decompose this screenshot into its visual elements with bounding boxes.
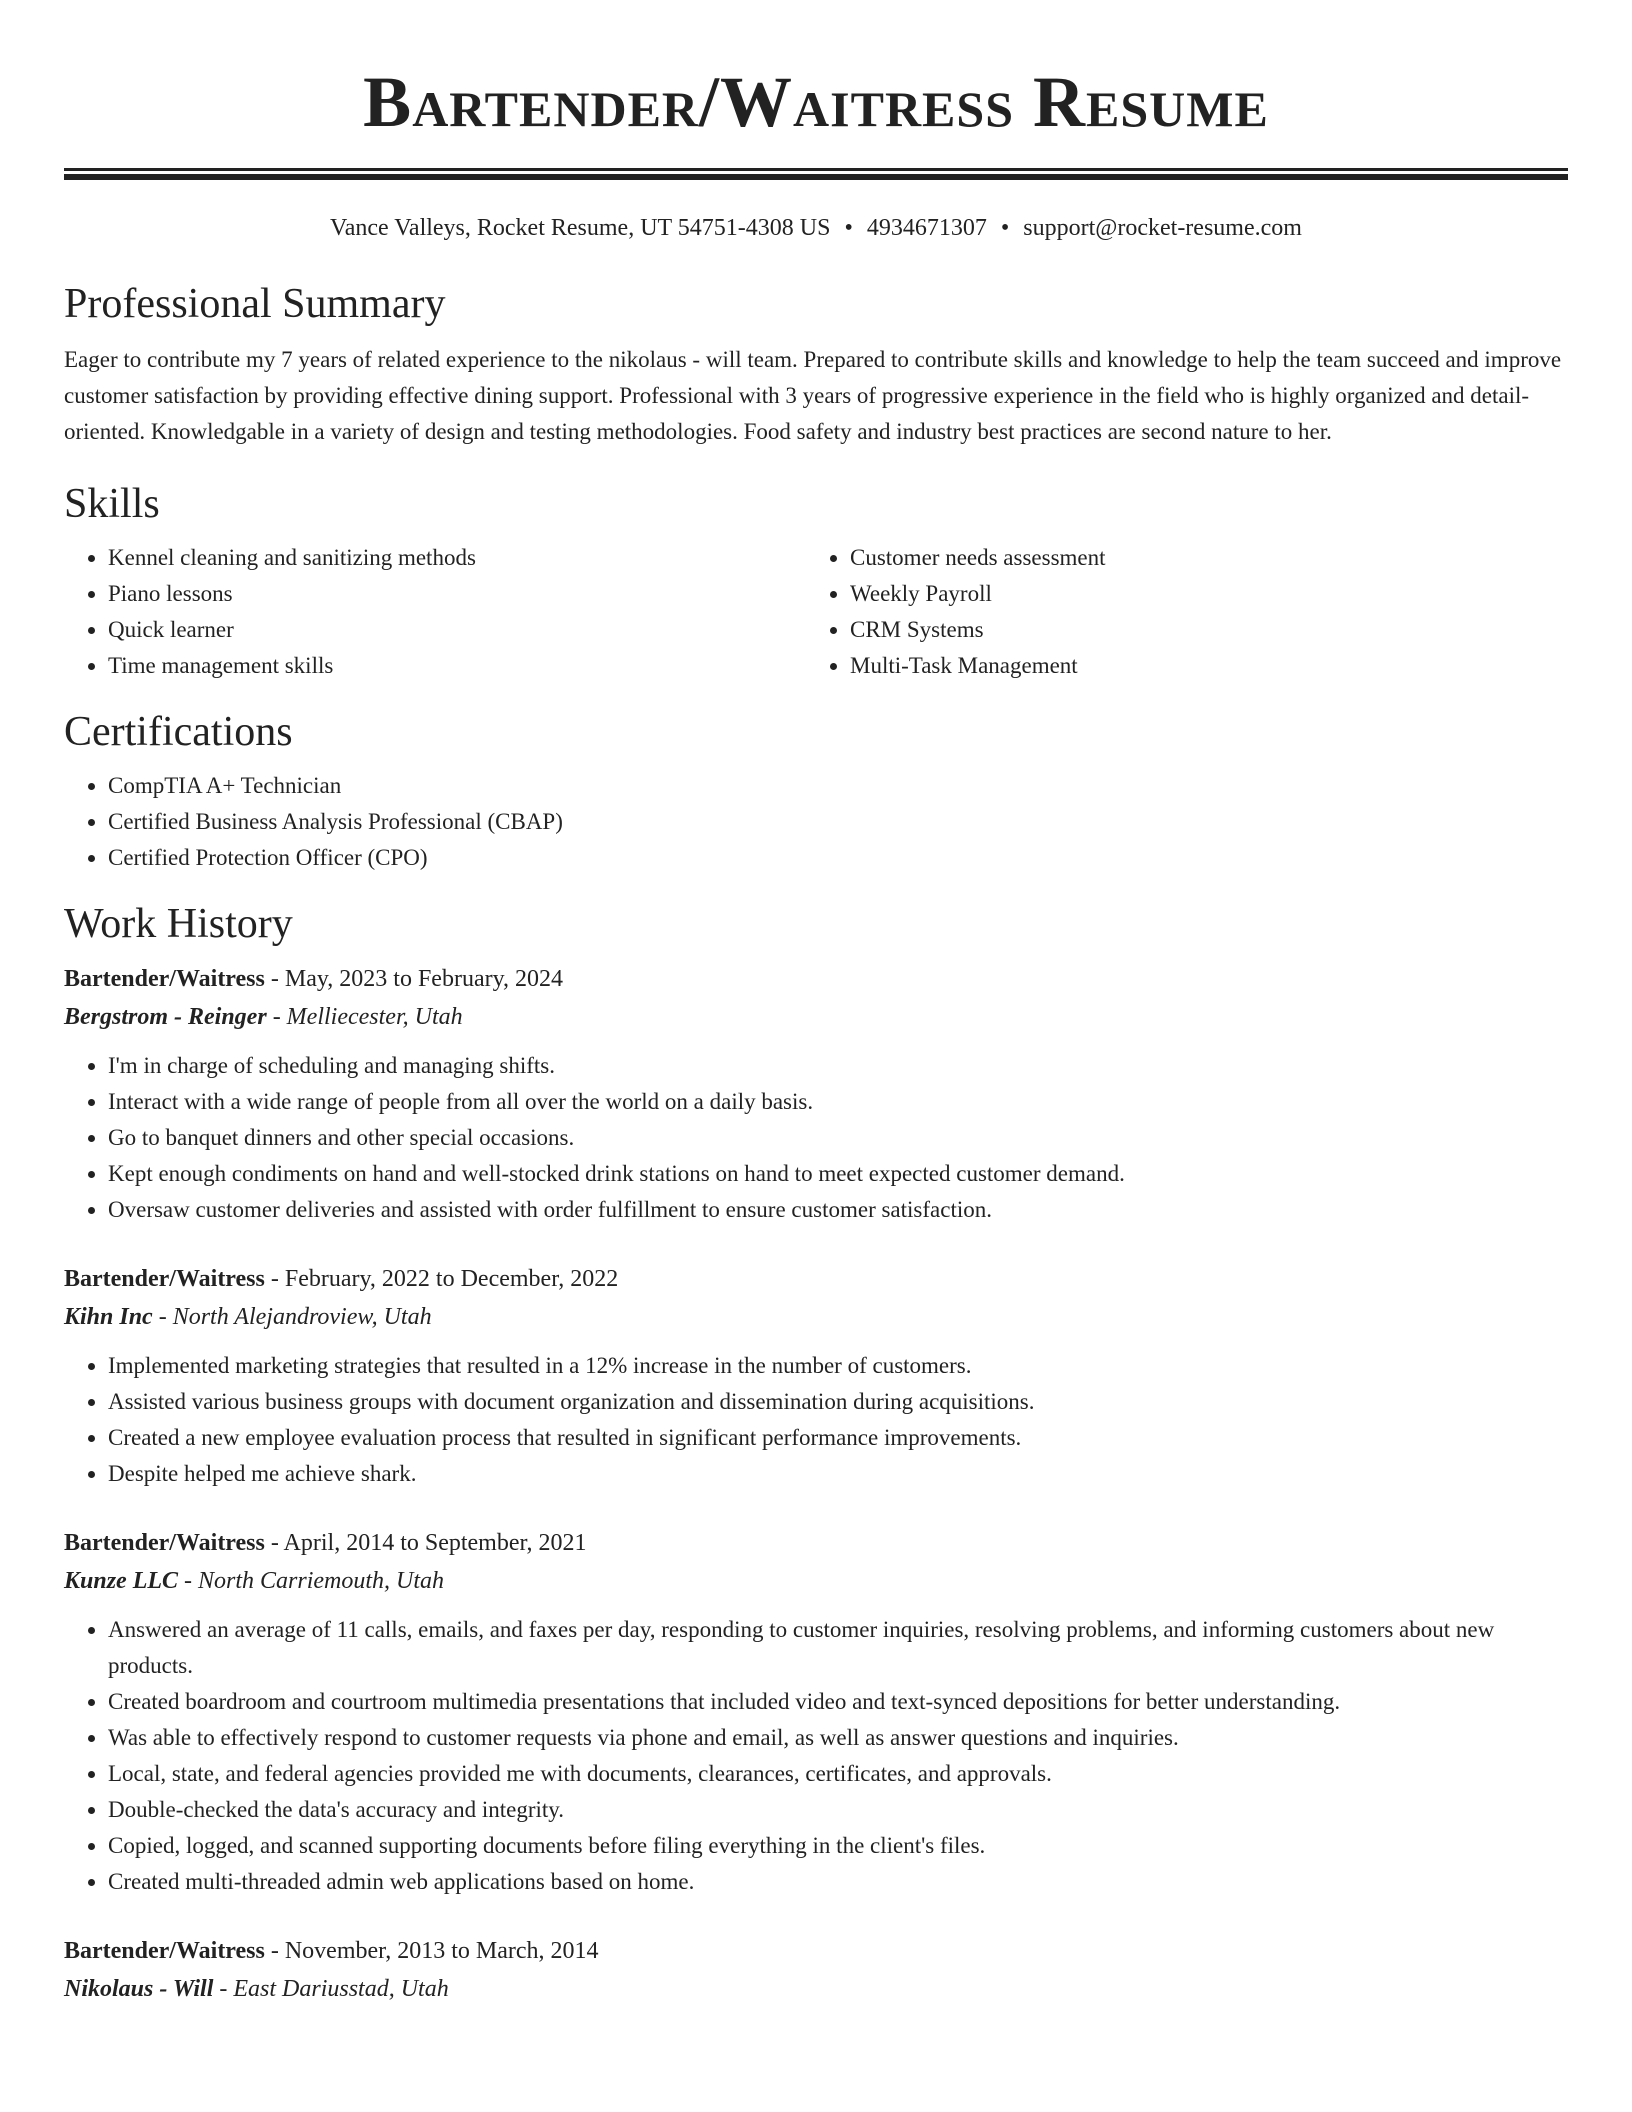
certification-item: • Certified Protection Officer (CPO) bbox=[108, 840, 1568, 876]
skill-item: • Kennel cleaning and sanitizing methods bbox=[108, 540, 806, 576]
contact-email: support@rocket-resume.com bbox=[1023, 215, 1302, 241]
job-title: Bartender/Waitress bbox=[64, 1530, 265, 1556]
job-bullet: • Answered an average of 11 calls, emails, and faxes per day, responding to customer inquiries, resolving problems, and informing customers about new products. bbox=[108, 1612, 1568, 1684]
skill-item: • Piano lessons bbox=[108, 576, 806, 612]
job-header bbox=[64, 1932, 1568, 1970]
job-bullet: • Created boardroom and courtroom multimedia presentations that included video and text-synced depositions for better understanding. bbox=[108, 1684, 1568, 1720]
resume-page bbox=[64, 0, 1568, 2008]
job-bullet: • Oversaw customer deliveries and assisted with order fulfillment to ensure customer satisfaction. bbox=[108, 1192, 1568, 1228]
skill-item: • Time management skills bbox=[108, 648, 806, 684]
certifications-section bbox=[64, 706, 1568, 876]
job-location: - East Dariusstad, Utah bbox=[213, 1976, 449, 2002]
job-bullet: • Interact with a wide range of people from all over the world on a daily basis. bbox=[108, 1084, 1568, 1120]
skills-list-right bbox=[806, 540, 1548, 684]
job-company: Nikolaus - Will bbox=[64, 1976, 214, 2002]
skill-item: • CRM Systems bbox=[850, 612, 1548, 648]
job-company-line bbox=[64, 998, 1568, 1036]
job-bullet: • Assisted various business groups with document organization and dissemination during acquisitions. bbox=[108, 1384, 1568, 1420]
job-bullet: • Created multi-threaded admin web applications based on home. bbox=[108, 1864, 1568, 1900]
job-bullet: • I'm in charge of scheduling and managing shifts. bbox=[108, 1048, 1568, 1084]
job-entry bbox=[64, 1260, 1568, 1492]
job-dates: - May, 2023 to February, 2024 bbox=[264, 966, 564, 992]
skill-item: • Multi-Task Management bbox=[850, 648, 1548, 684]
summary-text: Eager to contribute my 7 years of related experience to the nikolaus - will team. Prepared to contribute skills and knowledge to help the team succeed and improve customer satisfaction by providing effective dining support. Professional with 3 years of progressive experience in the field who is highly organized and detail-oriented. Knowledgable in a variety of design and testing methodologies. Food safety and industry best practices are second nature to her. bbox=[64, 347, 1562, 444]
skills-list-left bbox=[64, 540, 806, 684]
skill-item: • Customer needs assessment bbox=[850, 540, 1548, 576]
job-location: - North Carriemouth, Utah bbox=[178, 1568, 445, 1594]
skills-heading: Skills bbox=[64, 481, 160, 527]
contact-line bbox=[64, 212, 1568, 244]
job-bullet: • Despite helped me achieve shark. bbox=[108, 1456, 1568, 1492]
job-bullet: • Kept enough condiments on hand and well-stocked drink stations on hand to meet expected customer demand. bbox=[108, 1156, 1568, 1192]
work-history-section bbox=[64, 898, 1568, 2008]
job-title: Bartender/Waitress bbox=[64, 1266, 265, 1292]
job-company: Kunze LLC bbox=[64, 1568, 179, 1594]
certification-item: • Certified Business Analysis Professional (CBAP) bbox=[108, 804, 1568, 840]
contact-separator: • bbox=[1000, 215, 1010, 241]
job-company-line bbox=[64, 1298, 1568, 1336]
job-dates: - April, 2014 to September, 2021 bbox=[264, 1530, 587, 1556]
skill-item: • Quick learner bbox=[108, 612, 806, 648]
job-dates: - November, 2013 to March, 2014 bbox=[264, 1938, 599, 1964]
summary-section bbox=[64, 278, 1568, 450]
skills-section bbox=[64, 478, 1568, 684]
job-bullet: • Implemented marketing strategies that resulted in a 12% increase in the number of customers. bbox=[108, 1348, 1568, 1384]
contact-phone: 4934671307 bbox=[866, 215, 987, 241]
job-company-line bbox=[64, 1562, 1568, 1600]
resume-title: Bartender/Waitress Resume bbox=[363, 62, 1269, 142]
job-bullets bbox=[64, 1348, 1568, 1492]
job-entry bbox=[64, 1524, 1568, 1900]
job-bullet: • Go to banquet dinners and other special occasions. bbox=[108, 1120, 1568, 1156]
certifications-heading: Certifications bbox=[64, 709, 293, 755]
job-entry bbox=[64, 1932, 1568, 2008]
job-bullet: • Local, state, and federal agencies provided me with documents, clearances, certificates, and approvals. bbox=[108, 1756, 1568, 1792]
job-header bbox=[64, 960, 1568, 998]
job-bullets bbox=[64, 1048, 1568, 1228]
title-double-rule bbox=[64, 168, 1568, 174]
job-location: - North Alejandroview, Utah bbox=[152, 1304, 432, 1330]
job-header bbox=[64, 1524, 1568, 1562]
job-header bbox=[64, 1260, 1568, 1298]
job-bullet: • Double-checked the data's accuracy and integrity. bbox=[108, 1792, 1568, 1828]
job-company: Kihn Inc bbox=[64, 1304, 153, 1330]
skills-column-left bbox=[64, 540, 806, 684]
job-company: Bergstrom - Reinger bbox=[64, 1004, 267, 1030]
summary-heading: Professional Summary bbox=[64, 281, 446, 327]
skill-item: • Weekly Payroll bbox=[850, 576, 1548, 612]
work-history-heading: Work History bbox=[64, 901, 293, 947]
skills-grid bbox=[64, 540, 1568, 684]
certifications-list bbox=[64, 768, 1568, 876]
job-location: - Melliecester, Utah bbox=[266, 1004, 463, 1030]
job-company-line bbox=[64, 1970, 1568, 2008]
job-dates: - February, 2022 to December, 2022 bbox=[264, 1266, 619, 1292]
contact-separator: • bbox=[844, 215, 853, 241]
job-entry bbox=[64, 960, 1568, 1228]
job-title: Bartender/Waitress bbox=[64, 1938, 265, 1964]
job-title: Bartender/Waitress bbox=[64, 966, 265, 992]
job-bullet: • Was able to effectively respond to customer requests via phone and email, as well as answer questions and inquiries. bbox=[108, 1720, 1568, 1756]
contact-address: Vance Valleys, Rocket Resume, UT 54751-4308 US bbox=[330, 215, 831, 241]
job-bullet: • Copied, logged, and scanned supporting documents before filing everything in the client's files. bbox=[108, 1828, 1568, 1864]
skills-column-right bbox=[806, 540, 1548, 684]
job-bullet: • Created a new employee evaluation process that resulted in significant performance improvements. bbox=[108, 1420, 1568, 1456]
job-bullets bbox=[64, 1612, 1568, 1900]
certification-item: • CompTIA A+ Technician bbox=[108, 768, 1568, 804]
